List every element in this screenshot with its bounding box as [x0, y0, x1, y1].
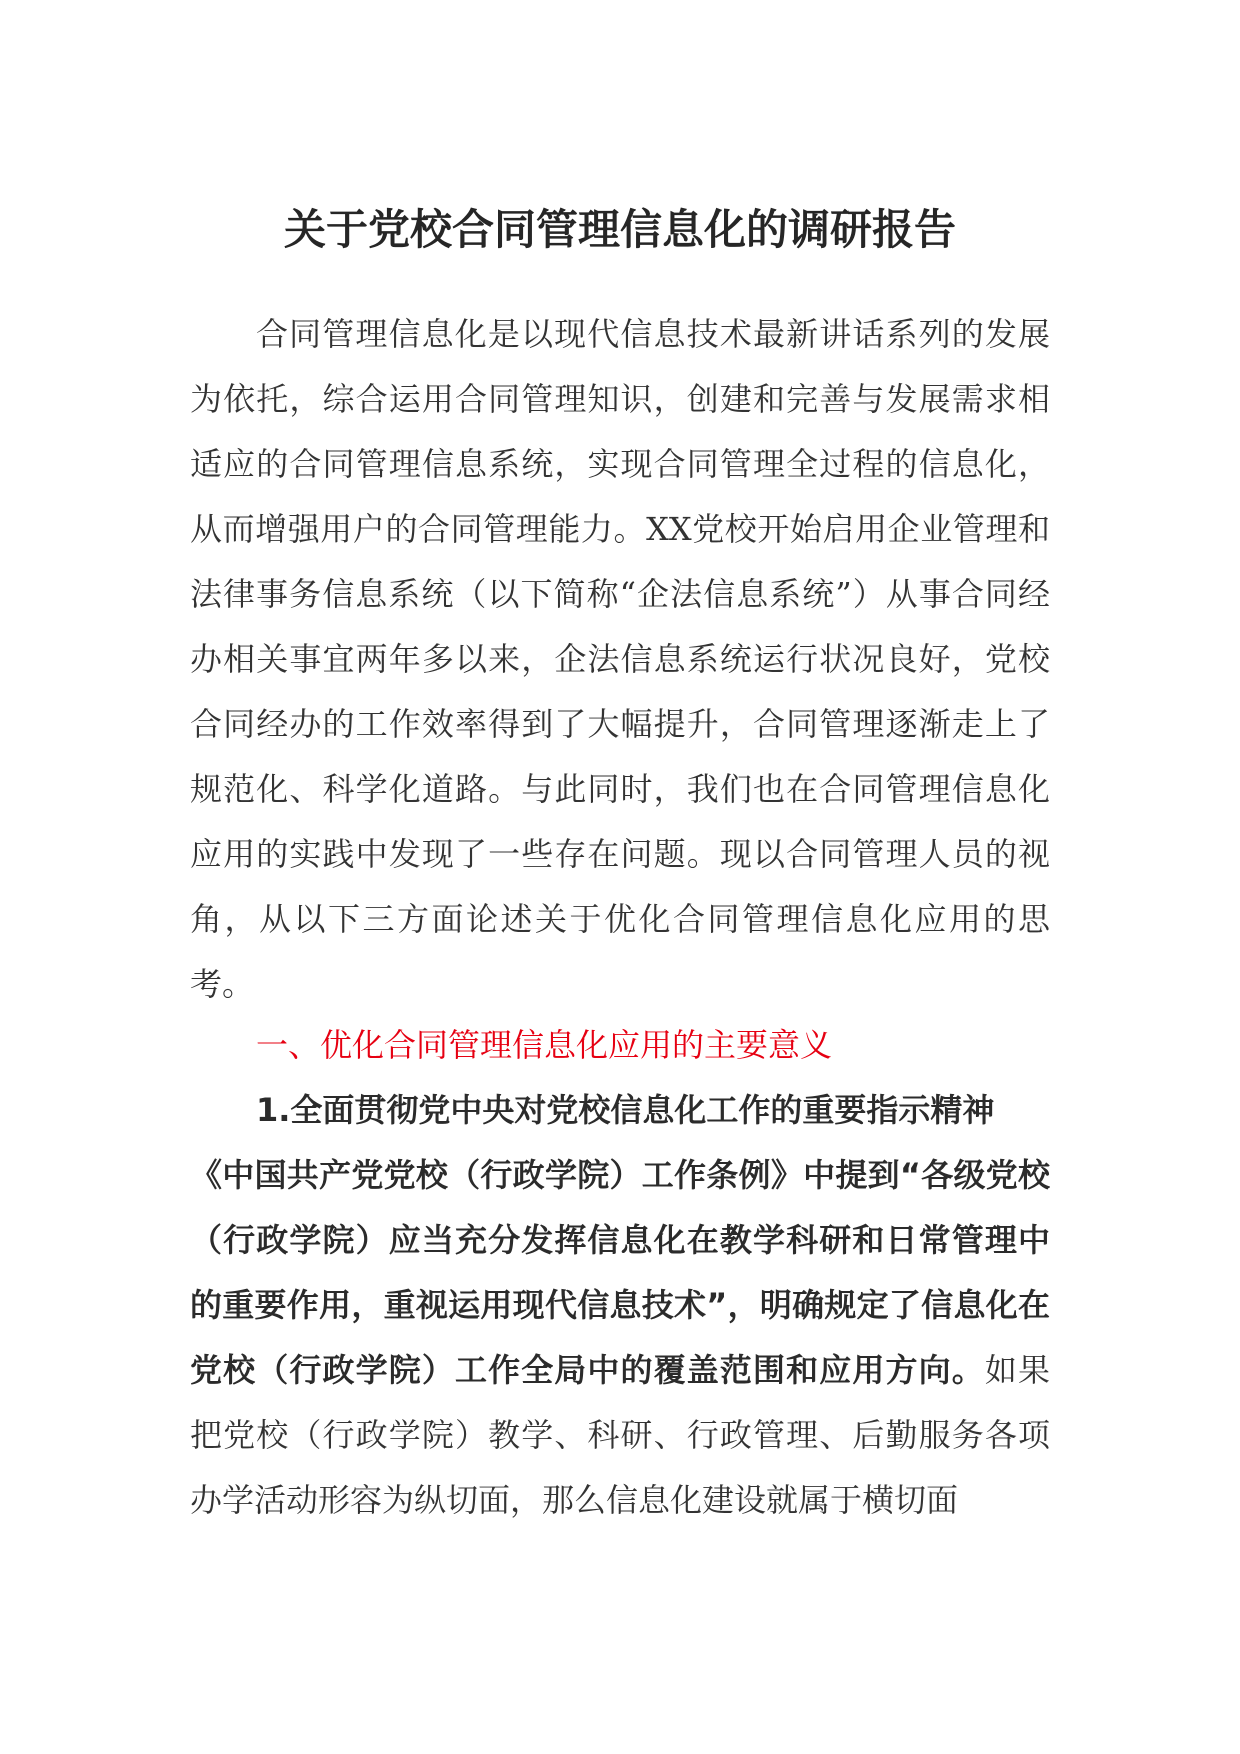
subsection-1-block [190, 1078, 1050, 1533]
subsection-normal-paragraph: 如果把党校（行政学院）教学、科研、行政管理、后勤服务各项办学活动形容为纵切面，那么信息化建设就属于横切面 [190, 1351, 1050, 1519]
section-heading-1: 一、优化合同管理信息化应用的主要意义 [256, 1026, 833, 1064]
page-title: 关于党校合同管理信息化的调研报告 [283, 205, 956, 254]
subsection-bold-paragraph: 《中国共产党党校（行政学院）工作条例》中提到“各级党校（行政学院）应当充分发挥信息化在教学科研和日常管理中的重要作用，重视运用现代信息技术”，明确规定了信息化在党校（行政学院）工作全局中的覆盖范围和应用方向。 [190, 1156, 1050, 1389]
intro-paragraph: 合同管理信息化是以现代信息技术最新讲话系列的发展为依托，综合运用合同管理知识，创建和完善与发展需求相适应的合同管理信息系统，实现合同管理全过程的信息化，从而增强用户的合同管理能力。XX党校开始启用企业管理和法律事务信息系统（以下简称“企法信息系统”）从事合同经办相关事宜两年多以来，企法信息系统运行状况良好，党校合同经办的工作效率得到了大幅提升，合同管理逐渐走上了规范化、科学化道路。与此同时，我们也在合同管理信息化应用的实践中发现了一些存在问题。现以合同管理人员的视角，从以下三方面论述关于优化合同管理信息化应用的思考。 [190, 315, 1050, 1003]
subsection-heading-1: 1.全面贯彻党中央对党校信息化工作的重要指示精神 [256, 1091, 995, 1129]
